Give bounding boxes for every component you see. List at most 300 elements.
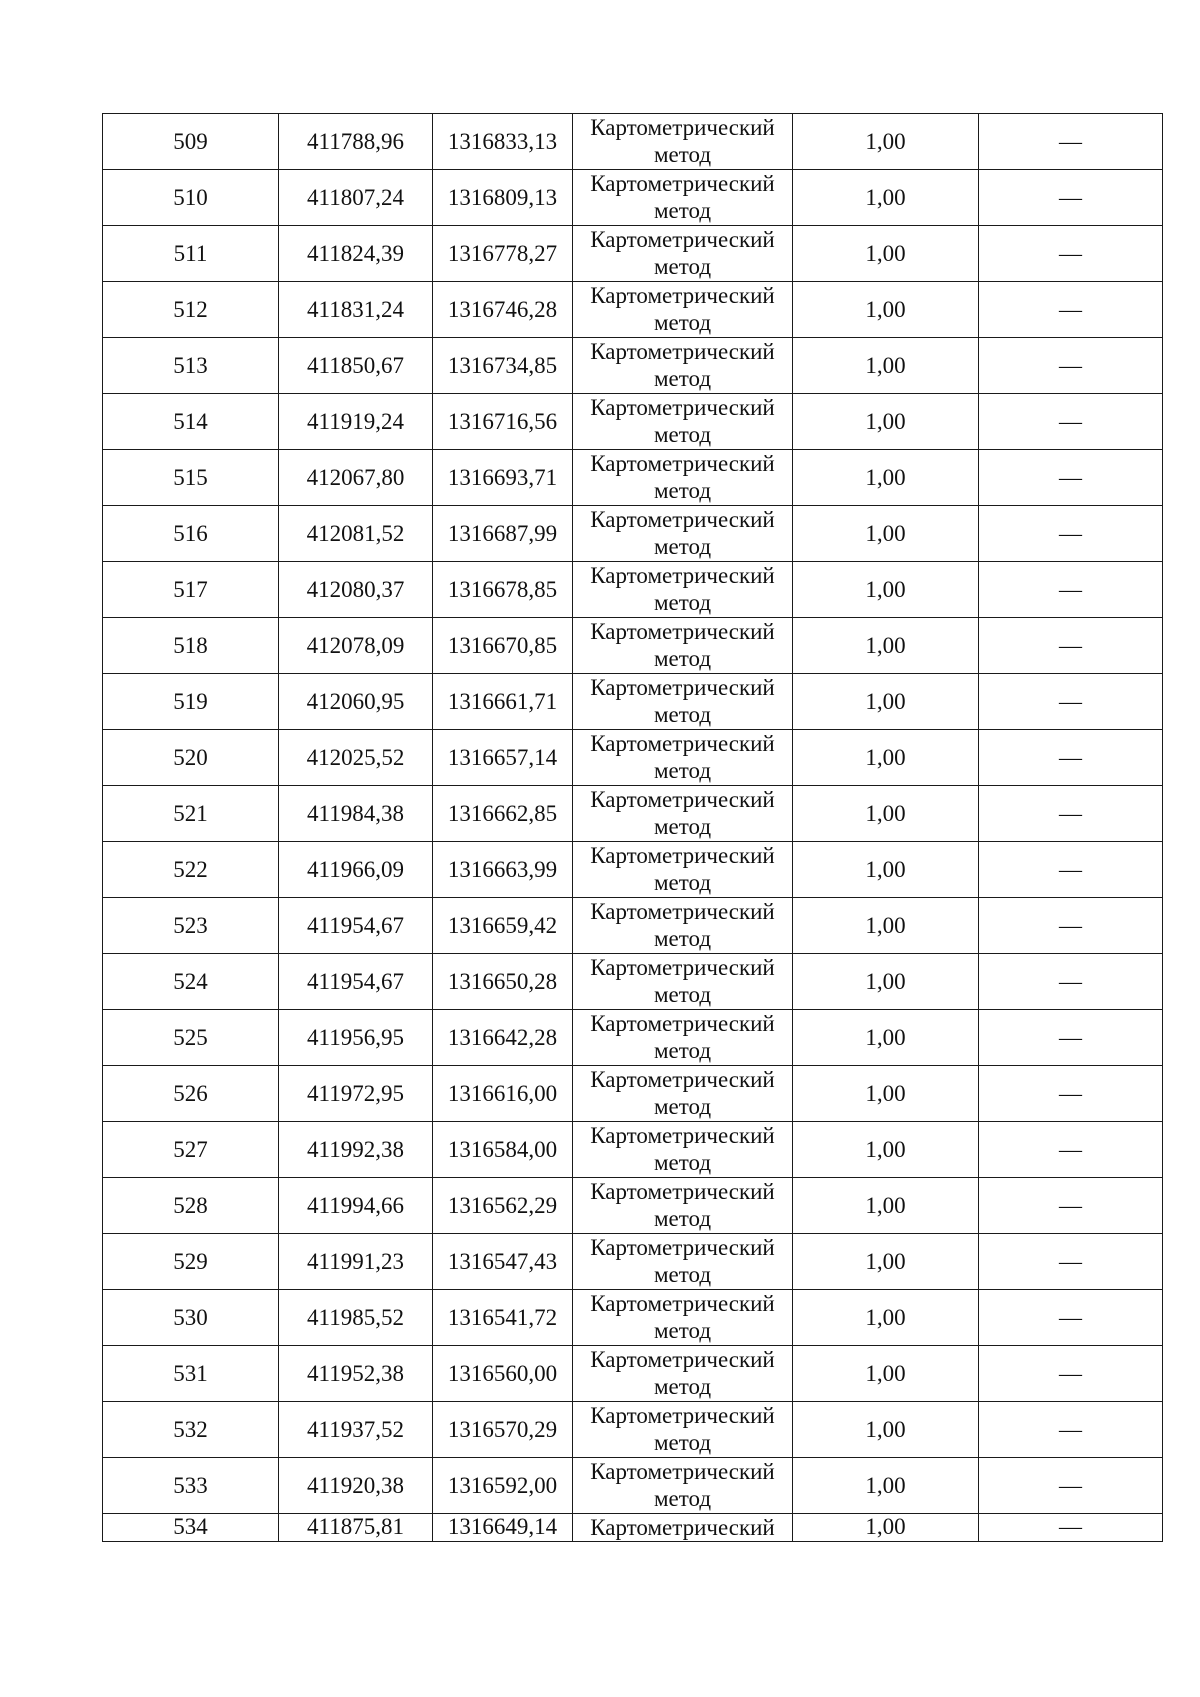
x-coordinate-cell [279,1402,433,1458]
error-cell [793,450,979,506]
x-coordinate-cell [279,1234,433,1290]
method-text: Картометрический [590,1515,775,1540]
point-number-cell [103,450,279,506]
y-coordinate-text: 1316833,13 [447,129,558,154]
method-text: Картометрический метод [590,675,775,727]
point-number-text: 524 [173,969,208,994]
method-text: Картометрический метод [590,1347,775,1399]
point-number-text: 529 [173,1249,208,1274]
x-coordinate-text: 412081,52 [306,521,405,546]
note-cell [979,394,1163,450]
note-cell [979,674,1163,730]
y-coordinate-cell [433,394,573,450]
y-coordinate-cell [433,1066,573,1122]
note-cell [979,1290,1163,1346]
method-cell [573,1178,793,1234]
x-coordinate-text: 411850,67 [307,353,404,378]
note-text: — [1059,1193,1082,1218]
point-number-text: 534 [173,1514,208,1539]
y-coordinate-text: 1316592,00 [447,1473,558,1498]
x-coordinate-cell [279,1010,433,1066]
table-row [103,1514,1163,1542]
y-coordinate-text: 1316693,71 [447,465,558,490]
note-cell [979,898,1163,954]
table-row [103,730,1163,786]
note-text: — [1059,1249,1082,1274]
note-cell [979,562,1163,618]
note-text: — [1059,409,1082,434]
y-coordinate-cell [433,1010,573,1066]
method-text: Картометрический метод [590,955,775,1007]
y-coordinate-text: 1316716,56 [447,409,558,434]
y-coordinate-text: 1316570,29 [447,1417,558,1442]
table-row [103,1010,1163,1066]
note-cell [979,338,1163,394]
point-number-cell [103,786,279,842]
error-text: 1,00 [865,745,906,770]
table-row [103,898,1163,954]
y-coordinate-cell [433,1346,573,1402]
y-coordinate-text: 1316778,27 [447,241,558,266]
method-cell [573,226,793,282]
error-text: 1,00 [865,857,906,882]
method-text: Картометрический метод [590,339,775,391]
note-text: — [1059,913,1082,938]
y-coordinate-text: 1316661,71 [447,689,558,714]
note-text: — [1059,1361,1082,1386]
method-cell [573,1290,793,1346]
x-coordinate-text: 411952,38 [307,1361,404,1386]
method-cell [573,1514,793,1542]
method-text: Картометрический метод [590,115,775,167]
error-text: 1,00 [865,689,906,714]
note-text: — [1059,745,1082,770]
y-coordinate-text: 1316734,85 [447,353,558,378]
x-coordinate-text: 411956,95 [307,1025,404,1050]
x-coordinate-cell [279,394,433,450]
point-number-cell [103,1122,279,1178]
x-coordinate-text: 411919,24 [307,409,404,434]
method-text: Картометрический метод [590,283,775,335]
method-text: Картометрический метод [590,1459,775,1511]
x-coordinate-cell [279,730,433,786]
x-coordinate-text: 411954,67 [307,969,404,994]
y-coordinate-text: 1316746,28 [447,297,558,322]
error-text: 1,00 [865,1193,906,1218]
x-coordinate-cell [279,170,433,226]
error-text: 1,00 [865,577,906,602]
note-text: — [1059,801,1082,826]
point-number-cell [103,842,279,898]
y-coordinate-cell [433,562,573,618]
point-number-text: 513 [173,353,208,378]
error-text: 1,00 [865,1361,906,1386]
point-number-cell [103,338,279,394]
point-number-text: 511 [173,241,208,266]
point-number-cell [103,618,279,674]
method-cell [573,1346,793,1402]
point-number-cell [103,1178,279,1234]
error-cell [793,1514,979,1542]
method-cell [573,954,793,1010]
method-cell [573,338,793,394]
table-row [103,506,1163,562]
point-number-cell [103,730,279,786]
y-coordinate-text: 1316562,29 [447,1193,558,1218]
note-cell [979,282,1163,338]
note-cell [979,730,1163,786]
method-text: Картометрический метод [590,227,775,279]
x-coordinate-cell [279,114,433,170]
point-number-cell [103,1458,279,1514]
table-row [103,1458,1163,1514]
error-cell [793,786,979,842]
table-row [103,338,1163,394]
table-row [103,170,1163,226]
x-coordinate-text: 411807,24 [307,185,404,210]
point-number-text: 522 [173,857,208,882]
x-coordinate-text: 411788,96 [307,129,404,154]
method-cell [573,282,793,338]
y-coordinate-text: 1316616,00 [447,1081,558,1106]
x-coordinate-text: 411992,38 [307,1137,404,1162]
method-text: Картометрический метод [590,1179,775,1231]
point-number-cell [103,1514,279,1542]
error-text: 1,00 [865,297,906,322]
point-number-cell [103,674,279,730]
x-coordinate-text: 412025,52 [306,745,405,770]
note-cell [979,1402,1163,1458]
y-coordinate-cell [433,114,573,170]
error-cell [793,338,979,394]
x-coordinate-text: 411937,52 [307,1417,404,1442]
method-cell [573,1234,793,1290]
table-row [103,1234,1163,1290]
method-text: Картометрический метод [590,395,775,447]
method-text: Картометрический метод [590,843,775,895]
method-cell [573,842,793,898]
error-text: 1,00 [865,1249,906,1274]
y-coordinate-cell [433,898,573,954]
x-coordinate-cell [279,1458,433,1514]
point-number-cell [103,1346,279,1402]
x-coordinate-text: 411875,81 [307,1514,404,1539]
table-row [103,226,1163,282]
point-number-text: 512 [173,297,208,322]
x-coordinate-text: 412080,37 [306,577,405,602]
x-coordinate-cell [279,1290,433,1346]
point-number-cell [103,1010,279,1066]
point-number-text: 523 [173,913,208,938]
note-text: — [1059,1025,1082,1050]
y-coordinate-cell [433,338,573,394]
method-cell [573,674,793,730]
y-coordinate-cell [433,674,573,730]
y-coordinate-cell [433,786,573,842]
x-coordinate-text: 411824,39 [307,241,404,266]
note-cell [979,450,1163,506]
table-row [103,1178,1163,1234]
point-number-text: 532 [173,1417,208,1442]
y-coordinate-cell [433,1234,573,1290]
y-coordinate-text: 1316662,85 [447,801,558,826]
table-row [103,114,1163,170]
note-text: — [1059,129,1082,154]
point-number-text: 515 [173,465,208,490]
y-coordinate-text: 1316678,85 [447,577,558,602]
x-coordinate-cell [279,954,433,1010]
error-cell [793,618,979,674]
note-text: — [1059,241,1082,266]
y-coordinate-cell [433,842,573,898]
point-number-text: 531 [173,1361,208,1386]
y-coordinate-text: 1316650,28 [447,969,558,994]
method-cell [573,562,793,618]
x-coordinate-cell [279,1346,433,1402]
y-coordinate-cell [433,730,573,786]
error-text: 1,00 [865,1473,906,1498]
point-number-text: 519 [173,689,208,714]
error-text: 1,00 [865,465,906,490]
error-cell [793,1234,979,1290]
point-number-cell [103,1234,279,1290]
error-text: 1,00 [865,633,906,658]
y-coordinate-cell [433,1290,573,1346]
error-text: 1,00 [865,1081,906,1106]
table-row [103,1290,1163,1346]
method-text: Картометрический метод [590,563,775,615]
note-text: — [1059,1137,1082,1162]
x-coordinate-text: 411920,38 [307,1473,404,1498]
x-coordinate-cell [279,898,433,954]
y-coordinate-text: 1316584,00 [447,1137,558,1162]
note-text: — [1059,577,1082,602]
error-text: 1,00 [865,521,906,546]
error-cell [793,506,979,562]
table-row [103,618,1163,674]
point-number-text: 533 [173,1473,208,1498]
x-coordinate-cell [279,842,433,898]
note-text: — [1059,353,1082,378]
error-cell [793,898,979,954]
note-cell [979,786,1163,842]
y-coordinate-text: 1316657,14 [447,745,558,770]
method-cell [573,1066,793,1122]
x-coordinate-cell [279,1066,433,1122]
table-row [103,954,1163,1010]
error-text: 1,00 [865,1025,906,1050]
note-cell [979,1010,1163,1066]
method-text: Картометрический метод [590,619,775,671]
y-coordinate-cell [433,282,573,338]
note-text: — [1059,185,1082,210]
error-cell [793,1458,979,1514]
x-coordinate-text: 411954,67 [307,913,404,938]
note-cell [979,1346,1163,1402]
y-coordinate-cell [433,506,573,562]
x-coordinate-text: 411991,23 [307,1249,404,1274]
table-row [103,674,1163,730]
point-number-cell [103,394,279,450]
point-number-text: 514 [173,409,208,434]
x-coordinate-cell [279,562,433,618]
point-number-text: 527 [173,1137,208,1162]
error-text: 1,00 [865,129,906,154]
note-cell [979,1178,1163,1234]
note-text: — [1059,969,1082,994]
x-coordinate-text: 411831,24 [307,297,404,322]
method-text: Картометрический метод [590,731,775,783]
point-number-text: 518 [173,633,208,658]
method-text: Картометрический метод [590,899,775,951]
point-number-cell [103,1402,279,1458]
y-coordinate-cell [433,170,573,226]
y-coordinate-cell [433,1402,573,1458]
table-row [103,282,1163,338]
point-number-cell [103,226,279,282]
note-text: — [1059,1305,1082,1330]
note-cell [979,170,1163,226]
error-text: 1,00 [865,969,906,994]
note-text: — [1059,521,1082,546]
note-cell [979,1122,1163,1178]
note-text: — [1059,1081,1082,1106]
error-cell [793,1290,979,1346]
method-text: Картометрический метод [590,1235,775,1287]
error-cell [793,226,979,282]
note-cell [979,226,1163,282]
point-number-cell [103,282,279,338]
note-text: — [1059,1417,1082,1442]
method-text: Картометрический метод [590,1291,775,1343]
error-cell [793,114,979,170]
table-row [103,1066,1163,1122]
method-cell [573,898,793,954]
method-text: Картометрический метод [590,1067,775,1119]
note-text: — [1059,1514,1082,1539]
note-cell [979,506,1163,562]
method-cell [573,786,793,842]
point-number-cell [103,170,279,226]
point-number-text: 528 [173,1193,208,1218]
y-coordinate-text: 1316649,14 [447,1514,558,1539]
method-text: Картометрический метод [590,787,775,839]
method-cell [573,1458,793,1514]
method-text: Картометрический метод [590,1403,775,1455]
x-coordinate-cell [279,506,433,562]
error-cell [793,1010,979,1066]
point-number-text: 509 [173,129,208,154]
x-coordinate-cell [279,450,433,506]
point-number-text: 525 [173,1025,208,1050]
method-text: Картометрический метод [590,1011,775,1063]
error-cell [793,282,979,338]
point-number-cell [103,1290,279,1346]
note-cell [979,1234,1163,1290]
table-row [103,1122,1163,1178]
note-cell [979,114,1163,170]
method-cell [573,506,793,562]
note-cell [979,1066,1163,1122]
y-coordinate-text: 1316659,42 [447,913,558,938]
y-coordinate-text: 1316809,13 [447,185,558,210]
point-number-text: 516 [173,521,208,546]
x-coordinate-cell [279,338,433,394]
x-coordinate-cell [279,618,433,674]
table-row [103,394,1163,450]
y-coordinate-cell [433,1178,573,1234]
y-coordinate-cell [433,1458,573,1514]
method-text: Картометрический метод [590,451,775,503]
y-coordinate-text: 1316642,28 [447,1025,558,1050]
method-cell [573,394,793,450]
note-text: — [1059,689,1082,714]
note-text: — [1059,297,1082,322]
y-coordinate-text: 1316547,43 [447,1249,558,1274]
error-text: 1,00 [865,913,906,938]
point-number-text: 521 [173,801,208,826]
y-coordinate-text: 1316541,72 [447,1305,558,1330]
error-cell [793,562,979,618]
method-cell [573,1402,793,1458]
point-number-cell [103,1066,279,1122]
error-text: 1,00 [865,1305,906,1330]
x-coordinate-cell [279,674,433,730]
error-cell [793,730,979,786]
point-number-text: 510 [173,185,208,210]
table-row [103,842,1163,898]
x-coordinate-text: 411985,52 [307,1305,404,1330]
error-cell [793,842,979,898]
point-number-cell [103,562,279,618]
x-coordinate-cell [279,786,433,842]
note-text: — [1059,1473,1082,1498]
method-cell [573,450,793,506]
method-text: Картометрический метод [590,507,775,559]
table-row [103,786,1163,842]
x-coordinate-text: 411994,66 [307,1193,404,1218]
error-cell [793,1402,979,1458]
y-coordinate-text: 1316663,99 [447,857,558,882]
x-coordinate-cell [279,226,433,282]
method-cell [573,114,793,170]
y-coordinate-cell [433,618,573,674]
y-coordinate-cell [433,954,573,1010]
error-text: 1,00 [865,185,906,210]
method-cell [573,1122,793,1178]
method-text: Картометрический метод [590,171,775,223]
note-text: — [1059,857,1082,882]
x-coordinate-cell [279,1514,433,1542]
method-text: Картометрический метод [590,1123,775,1175]
error-text: 1,00 [865,801,906,826]
x-coordinate-cell [279,1122,433,1178]
point-number-text: 517 [173,577,208,602]
error-cell [793,394,979,450]
y-coordinate-cell [433,1122,573,1178]
error-cell [793,1122,979,1178]
table-row [103,1346,1163,1402]
y-coordinate-cell [433,450,573,506]
point-number-cell [103,114,279,170]
error-cell [793,674,979,730]
table-row [103,562,1163,618]
error-text: 1,00 [865,241,906,266]
y-coordinate-text: 1316560,00 [447,1361,558,1386]
error-cell [793,954,979,1010]
error-cell [793,1066,979,1122]
method-cell [573,618,793,674]
